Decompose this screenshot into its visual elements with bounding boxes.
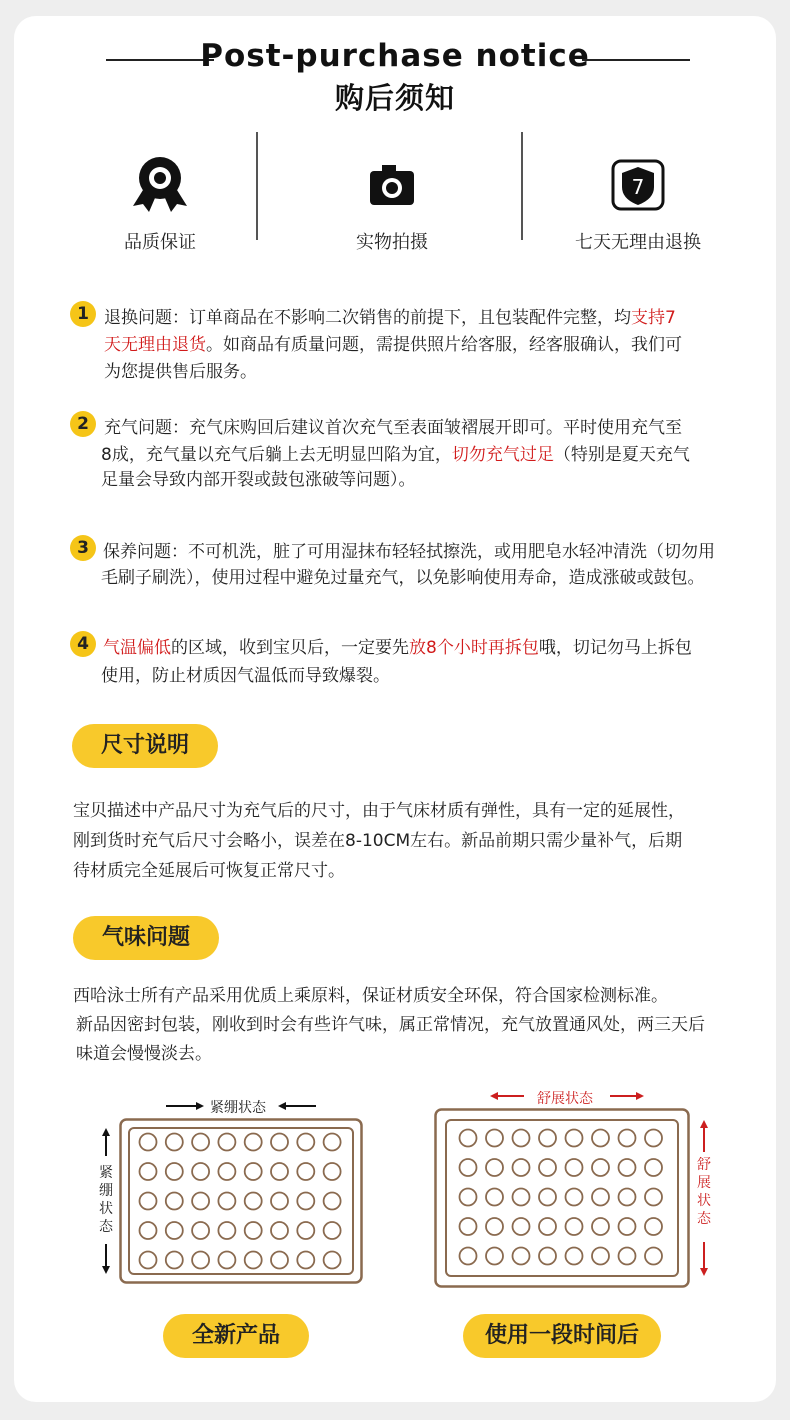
mattress-air-cell: [218, 1134, 235, 1151]
mattress-air-cell: [166, 1193, 183, 1210]
mattress-air-cell: [192, 1193, 209, 1210]
mattress-air-cell: [218, 1252, 235, 1269]
mattress-air-cell: [271, 1193, 288, 1210]
mattress-air-cell: [566, 1218, 583, 1235]
size-text-line: 宝贝描述中产品尺寸为充气后的尺寸，由于气床材质有弹性，具有一定的延展性，: [73, 801, 685, 821]
mattress-air-cell: [619, 1130, 636, 1147]
mattress-air-cell: [460, 1248, 477, 1265]
diagram-right-h-label: 舒展状态: [537, 1091, 593, 1107]
mattress-air-cell: [297, 1252, 314, 1269]
mattress-air-cell: [271, 1134, 288, 1151]
item-number: 3: [70, 535, 96, 561]
mattress-air-cell: [140, 1193, 157, 1210]
mattress-air-cell: [486, 1218, 503, 1235]
size-text-line: 刚到货时充气后尺寸会略小，误差在8-10CM左右。新品前期只需少量补气，后期: [73, 831, 683, 851]
item-4-line-2: 使用，防止材质因气温低而导致爆裂。: [101, 666, 390, 686]
divider: [256, 132, 258, 240]
feature-label: 七天无理由退换: [575, 232, 701, 253]
mattress-air-cell: [539, 1248, 556, 1265]
mattress-air-cell: [166, 1134, 183, 1151]
mattress-air-cell: [645, 1218, 662, 1235]
award-badge-icon: [30, 150, 290, 220]
camera-icon: [262, 150, 522, 220]
mattress-air-cell: [592, 1248, 609, 1265]
mattress-air-cell: [218, 1193, 235, 1210]
smell-text-line: 西哈泳士所有产品采用优质上乘原料，保证材质安全环保，符合国家检测标准。: [73, 986, 668, 1006]
mattress-air-cell: [619, 1189, 636, 1206]
mattress-air-cell: [592, 1218, 609, 1235]
mattress-air-cell: [645, 1189, 662, 1206]
mattress-air-cell: [245, 1252, 262, 1269]
mattress-air-cell: [566, 1248, 583, 1265]
mattress-air-cell: [324, 1134, 341, 1151]
mattress-air-cell: [297, 1163, 314, 1180]
diagram-right-v-label: 舒展状态: [697, 1157, 711, 1227]
mattress-air-cell: [324, 1252, 341, 1269]
mattress-air-cell: [592, 1189, 609, 1206]
item-2-line-2: 8成，充气量以充气后躺上去无明显凹陷为宜，切勿充气过足（特别是夏天充气: [101, 445, 690, 465]
item-1-line-1: 退换问题：订单商品在不影响二次销售的前提下，且包装配件完整，均支持7: [104, 308, 676, 328]
mattress-air-cell: [539, 1189, 556, 1206]
mattress-air-cell: [460, 1189, 477, 1206]
size-section-title: 尺寸说明: [72, 724, 218, 768]
mattress-air-cell: [486, 1248, 503, 1265]
item-3-line-1: 保养问题：不可机洗，脏了可用湿抹布轻轻拭擦洗，或用肥皂水轻冲清洗（切勿用: [103, 542, 715, 562]
mattress-air-cell: [486, 1189, 503, 1206]
diagram-left-h-label: 紧绷状态: [210, 1100, 266, 1116]
mattress-air-cell: [513, 1248, 530, 1265]
mattress-air-cell: [513, 1130, 530, 1147]
feature-seven-day-return: [508, 150, 768, 254]
item-1-line-2: 天无理由退货。如商品有质量问题，需提供照片给客服，经客服确认，我们可: [104, 335, 682, 355]
item-4-line-1: 气温偏低的区域，收到宝贝后，一定要先放8个小时再拆包哦，切记勿马上拆包: [103, 638, 692, 658]
mattress-air-cell: [539, 1130, 556, 1147]
mattress-air-cell: [566, 1159, 583, 1176]
feature-label: 实物拍摄: [356, 232, 428, 253]
item-2-line-1: 充气问题：充气床购回后建议首次充气至表面皱褶展开即可。平时使用充气至: [104, 418, 682, 438]
mattress-air-cell: [539, 1159, 556, 1176]
mattress-air-cell: [645, 1130, 662, 1147]
item-3-line-2: 毛刷子刷洗），使用过程中避免过量充气，以免影响使用寿命，造成涨破或鼓包。: [101, 568, 705, 588]
mattress-air-cell: [166, 1222, 183, 1239]
mattress-air-cell: [324, 1193, 341, 1210]
page-title-en: Post-purchase notice: [200, 38, 590, 74]
mattress-air-cell: [192, 1222, 209, 1239]
mattress-air-cell: [645, 1248, 662, 1265]
mattress-air-cell: [297, 1134, 314, 1151]
mattress-air-cell: [192, 1134, 209, 1151]
mattress-air-cell: [513, 1159, 530, 1176]
mattress-air-cell: [619, 1218, 636, 1235]
svg-text:7: 7: [631, 175, 645, 199]
caption-new-product: 全新产品: [163, 1314, 309, 1358]
mattress-air-cell: [460, 1218, 477, 1235]
mattress-air-cell: [297, 1193, 314, 1210]
mattress-air-cell: [140, 1222, 157, 1239]
mattress-air-cell: [218, 1163, 235, 1180]
mattress-air-cell: [592, 1130, 609, 1147]
page-title-cn: 购后须知: [334, 81, 455, 115]
mattress-air-cell: [271, 1252, 288, 1269]
mattress-air-cell: [513, 1189, 530, 1206]
mattress-air-cell: [218, 1222, 235, 1239]
mattress-relaxed-diagram: [434, 1108, 690, 1292]
mattress-tight-diagram: [119, 1118, 363, 1288]
smell-text-line: 新品因密封包装，刚收到时会有些许气味，属正常情况，充气放置通风处，两三天后: [76, 1015, 705, 1035]
item-1-line-3: 为您提供售后服务。: [104, 362, 257, 382]
feature-real-photo: [262, 150, 522, 254]
smell-section-title: 气味问题: [73, 916, 219, 960]
mattress-air-cell: [192, 1163, 209, 1180]
mattress-air-cell: [297, 1222, 314, 1239]
feature-label: 品质保证: [124, 232, 196, 253]
mattress-air-cell: [245, 1193, 262, 1210]
mattress-air-cell: [140, 1252, 157, 1269]
smell-text-line: 味道会慢慢淡去。: [76, 1044, 212, 1064]
mattress-air-cell: [486, 1130, 503, 1147]
mattress-air-cell: [566, 1189, 583, 1206]
mattress-air-cell: [460, 1159, 477, 1176]
mattress-air-cell: [140, 1134, 157, 1151]
size-text-line: 待材质完全延展后可恢复正常尺寸。: [73, 861, 345, 881]
diagram-left-v-label: 紧绷状态: [99, 1165, 113, 1235]
caption-after-use: 使用一段时间后: [463, 1314, 661, 1358]
mattress-air-cell: [245, 1134, 262, 1151]
mattress-air-cell: [645, 1159, 662, 1176]
item-2-line-3: 足量会导致内部开裂或鼓包涨破等问题）。: [101, 470, 416, 490]
mattress-air-cell: [271, 1222, 288, 1239]
mattress-air-cell: [513, 1218, 530, 1235]
mattress-air-cell: [166, 1252, 183, 1269]
mattress-air-cell: [460, 1130, 477, 1147]
feature-quality: [30, 150, 290, 254]
shield-seven-icon: [508, 150, 768, 220]
mattress-air-cell: [324, 1222, 341, 1239]
mattress-air-cell: [140, 1163, 157, 1180]
mattress-air-cell: [539, 1218, 556, 1235]
mattress-air-cell: [245, 1163, 262, 1180]
mattress-air-cell: [566, 1130, 583, 1147]
item-number: 2: [70, 411, 96, 437]
mattress-air-cell: [324, 1163, 341, 1180]
mattress-air-cell: [619, 1248, 636, 1265]
mattress-air-cell: [192, 1252, 209, 1269]
item-number: 1: [70, 301, 96, 327]
mattress-air-cell: [486, 1159, 503, 1176]
mattress-air-cell: [619, 1159, 636, 1176]
item-number: 4: [70, 631, 96, 657]
mattress-air-cell: [245, 1222, 262, 1239]
mattress-air-cell: [166, 1163, 183, 1180]
mattress-air-cell: [592, 1159, 609, 1176]
mattress-air-cell: [271, 1163, 288, 1180]
